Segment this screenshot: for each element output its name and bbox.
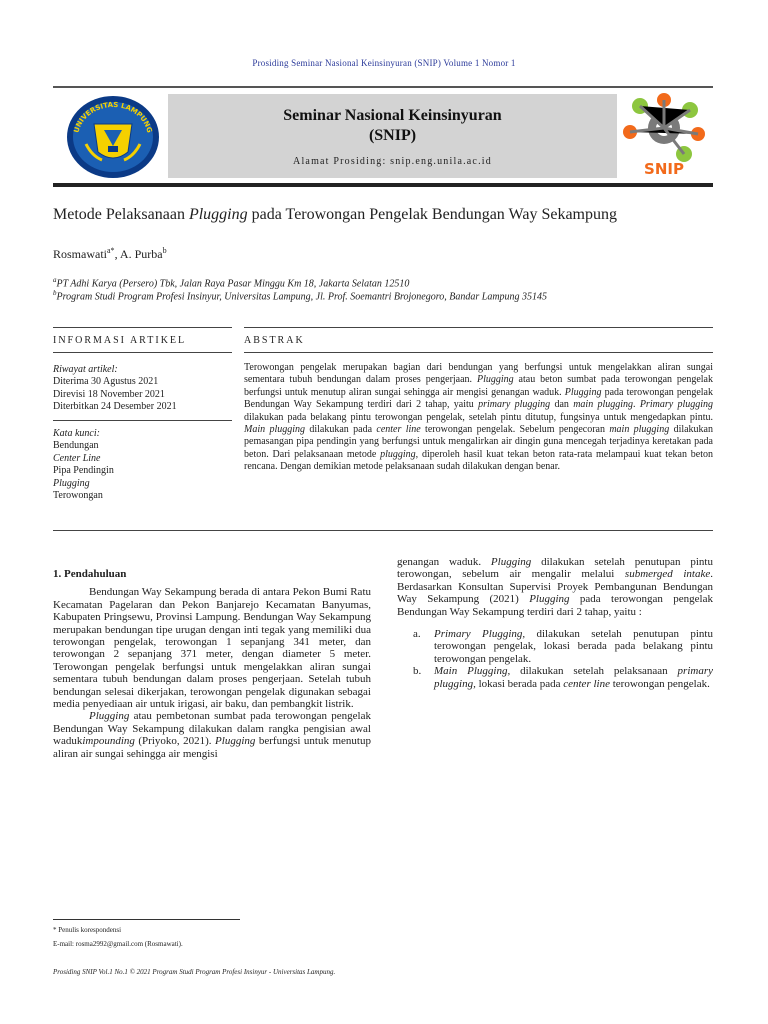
- abstract-italic: center line: [376, 424, 421, 436]
- author-2-sup: b: [162, 246, 167, 255]
- banner-subtitle: (SNIP): [368, 127, 417, 144]
- abstract-italic: plugging: [380, 448, 416, 460]
- body-span: genangan waduk.: [397, 556, 491, 568]
- list-item-a: [397, 628, 713, 665]
- list-item-b: [397, 665, 713, 690]
- abstract-span: pada terowongan pengelak Bendungan Way Sekampung terdiri dari 2 tahap, yaitu: [244, 386, 713, 411]
- affiliation-b: [53, 289, 733, 302]
- keyword-item: Bendungan: [53, 440, 99, 452]
- abstract-bottom-rule: [53, 530, 713, 531]
- history-label: Riwayat artikel:: [53, 364, 118, 375]
- body-span: berfungsi untuk menutup aliran air sungai sehingga air mengisi: [53, 735, 371, 760]
- abstract-italic: Main plugging: [244, 424, 306, 436]
- affiliation-a-text: PT Adhi Karya (Persero) Tbk, Jalan Raya Pasar Minggu Km 18, Jakarta Selatan 12510: [56, 278, 410, 290]
- affiliation-a-sup: a: [53, 276, 57, 284]
- body-italic: Primary Plugging,: [434, 628, 526, 641]
- author-1: Rosmawati: [53, 247, 107, 261]
- university-logo: [64, 94, 162, 180]
- abstract-italic: main plugging: [609, 424, 670, 436]
- keyword-item: Terowongan: [53, 490, 103, 502]
- abstract-span: atau beton sumbat pada terowongan pengelak berfungsi untuk menutup aliran sungai sehingga air mengisi genangan waduk.: [244, 374, 713, 398]
- info-heading-rule: [53, 352, 232, 353]
- conference-banner: [168, 94, 617, 178]
- body-italic: impounding: [82, 735, 135, 748]
- abstract-span: dilakukan pada: [305, 424, 377, 436]
- list-marker: a.: [413, 628, 421, 641]
- intro-paragraph-2: [53, 710, 371, 760]
- body-italic: submerged intake: [624, 568, 711, 581]
- title-italic: Plugging: [188, 206, 248, 223]
- keyword-item: Plugging: [53, 477, 90, 489]
- page-footer: Prosiding SNIP Vol.1 No.1 © 2021 Program Studi Program Profesi Insinyur - Universitas Lampung.: [53, 968, 336, 976]
- logo-ring-text: UNIVERSITAS LAMPUNG: [72, 100, 154, 134]
- list-marker: b.: [413, 665, 422, 678]
- footnote-corresponding: * Penulis korespondensi: [53, 926, 122, 934]
- abstract-italic: primary plugging: [478, 399, 551, 411]
- article-history: [53, 364, 238, 414]
- right-paragraph-1: [397, 556, 713, 618]
- title-part-2: pada Terowongan Pengelak Bendungan Way Sekampung: [247, 206, 617, 223]
- snip-logo-text: SNIP: [644, 160, 684, 178]
- body-italic: primary plugging,: [434, 665, 713, 690]
- affiliation-a: [53, 276, 733, 289]
- abstract-span: , diperoleh hasil kuat tekan beton rata-rata melampaui kuat tekan beton rencana. Dengan demikian metode pelaksanaan sudah dilakukan dengan benar.: [244, 448, 713, 473]
- header-rule: [53, 86, 713, 88]
- body-italic: center line: [563, 677, 610, 690]
- body-span: dilakukan setelah pelaksanaan: [510, 665, 678, 678]
- body-span: lokasi berada pada: [475, 677, 564, 690]
- banner-url: Alamat Prosiding: snip.eng.unila.ac.id: [293, 156, 492, 167]
- abstract-top-rule: [244, 327, 713, 328]
- body-italic: Plugging: [490, 556, 532, 568]
- running-head: Prosiding Seminar Nasional Keinsinyuran (SNIP) Volume 1 Nomor 1: [252, 58, 516, 68]
- body-span: pada terowongan pengelak Bendungan Way Sekampung terdiri dari 2 tahap, yaitu :: [397, 593, 713, 618]
- body-right-column: [397, 556, 713, 690]
- abstract-span: dilakukan pemasangan pipa pendingin yang berfungsi untuk mengalirkan air dingin guna mencegah terjadinya keretakan pada beton. Dari pelaksanaan metode: [244, 424, 713, 460]
- footnote-email: E-mail: rosma2992@gmail.com (Rosmawati).: [53, 940, 183, 948]
- keywords: [53, 428, 238, 502]
- abstract-text: [244, 362, 713, 474]
- info-mid-rule: [53, 420, 232, 421]
- keyword-item: Pipa Pendingin: [53, 465, 114, 477]
- intro-paragraph-1: Bendungan Way Sekampung berada di antara Pekon Bumi Ratu Kecamatan Pagelaran dan Pekon Banjarejo Kecamatan Banyumas, Kabupaten Pringsewu, Provinsi Lampung. Bendungan Way Sekampung merupakan bendungan tipe urugan dengan inti tegak yang memiliki dua terowongan pengelak, terowongan 1 sepanjang 341 meter, dan terowongan 2 sepanjang 371 meter, dengan diameter 5 meter. Terowongan pengelak berfungsi untuk mengelakkan aliran sungai sementara tubuh bendungan dalam proses pengerjaan. Setelah tubuh bendungan selesai dikerjakan, terowongan pengelak digunakan sebagai media penyediaan air untuk irigasi, air baku, dan pembangkit listrik.: [53, 586, 371, 711]
- banner-title: Seminar Nasional Keinsinyuran: [283, 107, 502, 124]
- abstract-span: dilakukan pada belakang pintu terowongan pengelak, setelah pintu ditutup, fungsinya untuk mengedapkan pintu.: [244, 411, 713, 423]
- body-span: terowongan pengelak.: [609, 677, 710, 690]
- abstract-italic: Primary plugging: [639, 399, 714, 411]
- body-italic: Main Plugging,: [434, 665, 511, 678]
- info-top-rule: [53, 327, 232, 328]
- revised-date: Direvisi 18 November 2021: [53, 388, 165, 400]
- keyword-item: Center Line: [53, 452, 101, 464]
- body-left-column: [53, 568, 371, 760]
- body-span: atau pembetonan sumbat pada terowongan pengelak Bendungan Way Sekampung dilakukan dalam rangka pengisian awal waduk: [53, 710, 371, 748]
- title-part-1: Metode Pelaksanaan: [53, 206, 189, 223]
- affiliation-b-sup: b: [53, 289, 57, 297]
- footnote-rule: [53, 919, 240, 920]
- abstract-italic: Plugging: [476, 374, 514, 386]
- affiliation-b-text: Program Studi Program Profesi Insinyur, Universitas Lampung, Jl. Prof. Soemantri Brojonegoro, Bandar Lampung 35145: [56, 291, 548, 303]
- abstract-span: .: [633, 399, 640, 411]
- published-date: Diterbitkan 24 Desember 2021: [53, 401, 177, 413]
- body-span: (Priyoko, 2021).: [134, 735, 216, 748]
- abstract-span: terowongan pengelak. Sebelum pengecoran: [420, 424, 610, 436]
- abstract-heading: ABSTRAK: [244, 335, 305, 346]
- section-title: 1. Pendahuluan: [53, 568, 127, 580]
- body-span: dilakukan setelah penutupan pintu terowongan, sebelum air mengalir melalui: [397, 556, 713, 581]
- keywords-label: Kata kunci:: [53, 428, 100, 439]
- abstract-span: Terowongan pengelak merupakan bagian dari bendungan yang berfungsi untuk mengelakkan aliran sungai sementara tubuh bendungan dalam proses pengerjaan.: [244, 362, 713, 386]
- body-italic: Plugging: [215, 735, 256, 748]
- abstract-heading-rule: [244, 352, 713, 353]
- abstract-italic: main plugging: [573, 399, 634, 411]
- body-span: dilakukan setelah penutupan pintu terowongan pengelak, lokasi berada pada belakang pintu terowongan pengelak.: [434, 628, 713, 665]
- info-heading: INFORMASI ARTIKEL: [53, 335, 187, 346]
- body-italic: Plugging: [529, 593, 570, 606]
- body-italic: Plugging: [89, 710, 130, 723]
- abstract-span: dan: [550, 399, 574, 411]
- body-span: . Berdasarkan Konsultan Supervisi Proyek Pembangunan Bendungan Way Sekampung (2021): [397, 568, 713, 606]
- received-date: Diterima 30 Agustus 2021: [53, 376, 159, 388]
- abstract-italic: Plugging: [564, 386, 602, 398]
- paper-title: [53, 206, 733, 224]
- header-thick-rule: [53, 183, 713, 187]
- author-2: , A. Purba: [114, 247, 163, 261]
- snip-logo: [618, 92, 710, 180]
- author-1-sup: a*: [107, 246, 115, 255]
- author-list: [53, 246, 167, 262]
